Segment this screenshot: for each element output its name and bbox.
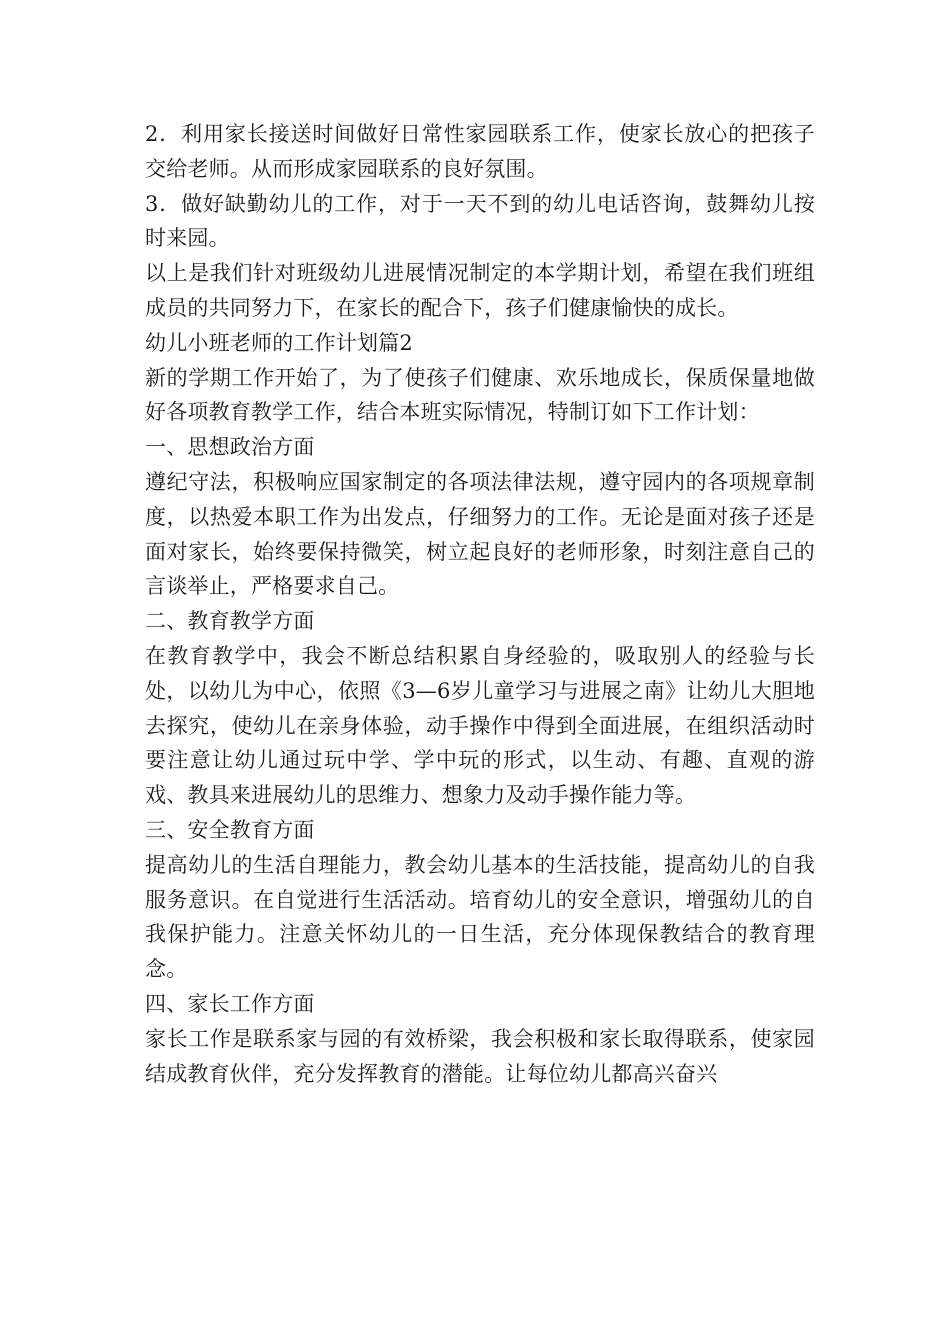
paragraph-item-2: 2．利用家长接送时间做好日常性家园联系工作，使家长放心的把孩子交给老师。从而形成家园联系的良好氛围。 (145, 122, 815, 181)
paragraph-teaching: 在教育教学中，我会不断总结积累自身经验的，吸取别人的经验与长处，以幼儿为中心，依照《3—6岁儿童学习与进展之南》让幼儿大胆地去探究，使幼儿在亲身体验，动手操作中得到全面进展，在组织活动时要注意让幼儿通过玩中学、学中玩的形式，以生动、有趣、直观的游戏、教具来进展幼儿的思维力、想象力及动手操作能力等。 (145, 643, 815, 808)
section-title: 幼儿小班老师的工作计划篇2 (145, 330, 413, 355)
paragraph-safety: 提高幼儿的生活自理能力，教会幼儿基本的生活技能，提高幼儿的自我服务意识。在自觉进行生活活动。培育幼儿的安全意识，增强幼儿的自我保护能力。注意关怀幼儿的一日生活，充分体现保教结合的教育理念。 (145, 852, 815, 982)
paragraph-summary: 以上是我们针对班级幼儿进展情况制定的本学期计划，希望在我们班组成员的共同努力下，在家长的配合下，孩子们健康愉快的成长。 (145, 261, 815, 320)
heading-safety: 三、安全教育方面 (145, 817, 315, 842)
heading-parents: 四、家长工作方面 (145, 991, 315, 1016)
paragraph-ideology: 遵纪守法，积极响应国家制定的各项法律法规，遵守园内的各项规章制度，以热爱本职工作为出发点，仔细努力的工作。无论是面对孩子还是面对家长，始终要保持微笑，树立起良好的老师形象，时刻注意自己的言谈举止，严格要求自己。 (145, 469, 815, 599)
paragraph-intro: 新的学期工作开始了，为了使孩子们健康、欢乐地成长，保质保量地做好各项教育教学工作，结合本班实际情况，特制订如下工作计划： (145, 365, 815, 425)
document-body (145, 117, 815, 1091)
paragraph-parents: 家长工作是联系家与园的有效桥梁，我会积极和家长取得联系，使家园结成教育伙伴，充分发挥教育的潜能。让每位幼儿都高兴奋兴 (145, 1026, 815, 1086)
heading-ideology: 一、思想政治方面 (145, 435, 315, 460)
heading-teaching: 二、教育教学方面 (145, 609, 315, 634)
paragraph-item-3: 3．做好缺勤幼儿的工作，对于一天不到的幼儿电话咨询，鼓舞幼儿按时来园。 (145, 191, 815, 251)
